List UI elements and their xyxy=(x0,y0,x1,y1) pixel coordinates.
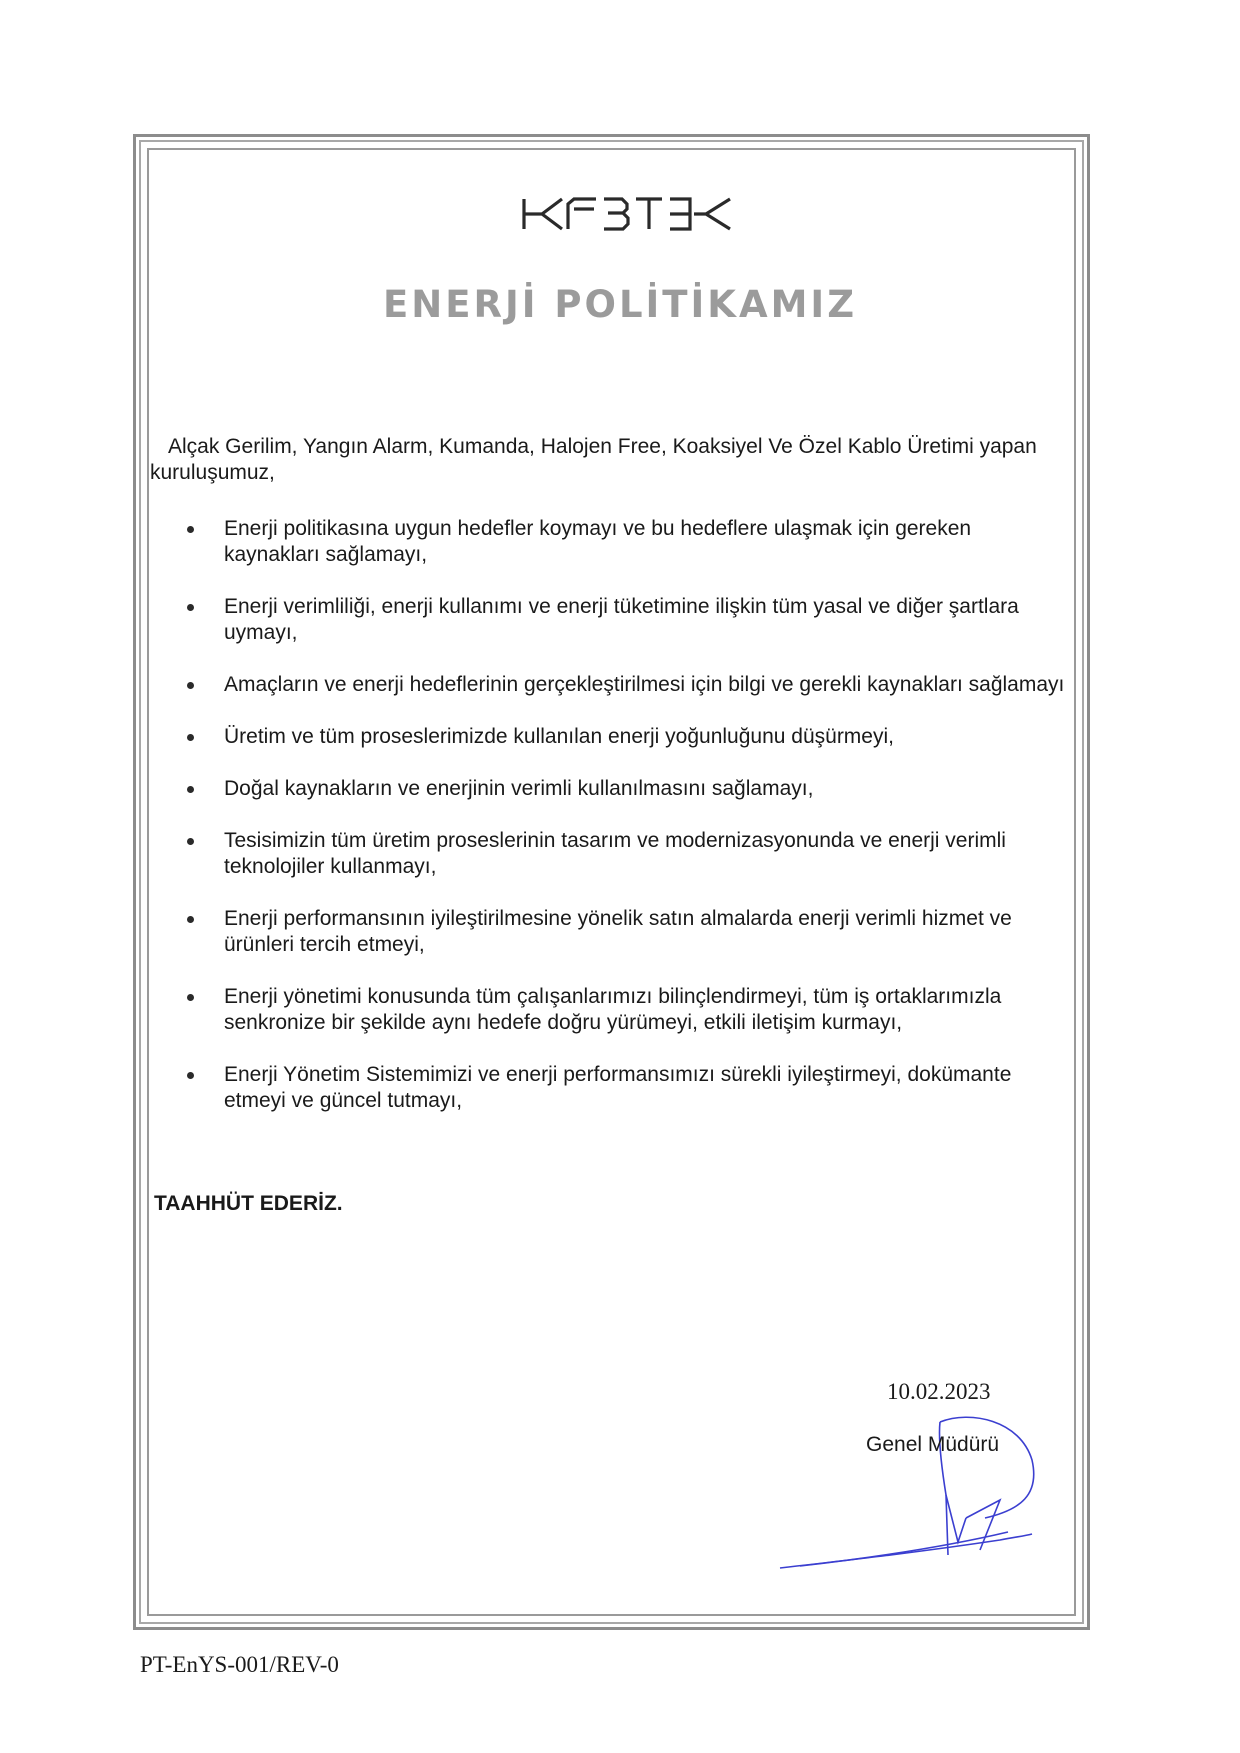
company-logo xyxy=(520,196,735,232)
bullet-icon xyxy=(187,916,194,923)
intro-paragraph: Alçak Gerilim, Yangın Alarm, Kumanda, Halojen Free, Koaksiyel Ve Özel Kablo Üretimi yapan kuruluşumuz, xyxy=(150,435,1037,484)
policy-item xyxy=(182,984,1072,1036)
signer-title: Genel Müdürü xyxy=(866,1433,1000,1456)
document-code: PT-EnYS-001/REV-0 xyxy=(140,1652,339,1677)
policy-item-text: Enerji politikasına uygun hedefler koymayı ve bu hedeflere ulaşmak için gereken kaynakları sağlamayı, xyxy=(224,517,972,566)
commitment-statement: TAAHHÜT EDERİZ. xyxy=(154,1192,343,1215)
policy-list xyxy=(182,516,1072,1140)
bullet-icon xyxy=(187,994,194,1001)
policy-item xyxy=(182,906,1072,958)
signature-image xyxy=(770,1400,1050,1570)
bullet-icon xyxy=(187,526,194,533)
policy-item-text: Enerji verimliliği, enerji kullanımı ve enerji tüketimine ilişkin tüm yasal ve diğer şartlara uymayı, xyxy=(224,595,1019,644)
bullet-icon xyxy=(187,682,194,689)
bullet-icon xyxy=(187,1072,194,1079)
policy-item-text: Tesisimizin tüm üretim proseslerinin tasarım ve modernizasyonunda ve enerji verimli teknolojiler kullanmayı, xyxy=(224,829,1006,878)
bullet-icon xyxy=(187,838,194,845)
document-title: ENERJİ POLİTİKAMIZ xyxy=(382,283,858,326)
policy-item xyxy=(182,1062,1072,1114)
bullet-icon xyxy=(187,786,194,793)
policy-item-text: Doğal kaynakların ve enerjinin verimli kullanılmasını sağlamayı, xyxy=(224,777,814,800)
policy-item-text: Enerji performansının iyileştirilmesine yönelik satın almalarda enerji verimli hizmet ve ürünleri tercih etmeyi, xyxy=(224,907,1012,956)
policy-item xyxy=(182,724,1072,750)
policy-item-text: Amaçların ve enerji hedeflerinin gerçekleştirilmesi için bilgi ve gerekli kaynakları sağlamayı xyxy=(224,673,1065,696)
policy-item xyxy=(182,672,1072,698)
policy-item xyxy=(182,776,1072,802)
bullet-icon xyxy=(187,734,194,741)
policy-item xyxy=(182,828,1072,880)
policy-item xyxy=(182,516,1072,568)
policy-item-text: Enerji yönetimi konusunda tüm çalışanlarımızı bilinçlendirmeyi, tüm iş ortaklarımızla senkronize bir şekilde aynı hedefe doğru yürümeyi, etkili iletişim kurmayı, xyxy=(224,985,1002,1034)
bullet-icon xyxy=(187,604,194,611)
policy-item xyxy=(182,594,1072,646)
policy-item-text: Enerji Yönetim Sistemimizi ve enerji performansımızı sürekli iyileştirmeyi, dokümante etmeyi ve güncel tutmayı, xyxy=(224,1063,1012,1112)
document-date: 10.02.2023 xyxy=(887,1379,991,1404)
policy-item-text: Üretim ve tüm proseslerimizde kullanılan enerji yoğunluğunu düşürmeyi, xyxy=(224,725,894,748)
